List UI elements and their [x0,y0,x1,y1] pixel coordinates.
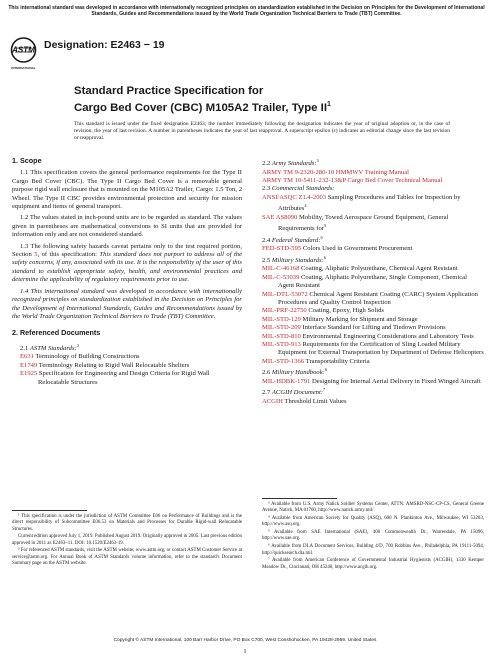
reference-item: SAE AS8090 Mobility, Towed Aerospace Ground Equipment, General Requirements for$^5$ [262,213,449,233]
reference-item: FED-STD-595 Colors Used in Government Procurement [262,245,413,253]
tbt-banner: This international standard was developed in accordance with internationally recognized principles on standardization established in the Decision on Principles for the Development of International Standards, Guides and Recommendations issued by the World Trade Organization Technical Barriers to Trade (TBT) Committee. [8,5,485,18]
designation: Designation: E2463 − 19 [44,39,165,51]
title-line-1: Standard Practice Specification for [74,85,264,97]
reference-item: E1749 Terminology Relating to Rigid Wall Relocatable Shelters [20,361,190,369]
army-standards-list [262,169,484,186]
reference-item: MIL-STD-913 Requirements for the Certification of Sling Loaded Military Equipment for External Transportation by Department of Defense Helicopters [262,341,484,357]
astm-logo-icon [10,36,37,76]
reference-item: ACGIH Threshold Limit Values [262,397,347,405]
reference-link[interactable]: MIL-C-53039 [262,273,300,281]
footnote: ⁶ Available from DLA Document Services, Building 4/D, 700 Robbins Ave., Philadelphia, PA 19111-5094, http://quicksearch.dla.mil. [262,544,484,556]
issued-note: This standard is issued under the fixed designation E2463; the number immediately following the designation indicates the year of original adoption or, in the case of revision, the year of last revision. A number in parentheses indicates the year of last reapproval. A superscript epsilon (ε) indicates an editorial change since the last revision or reapproval. [74,121,450,142]
federal-standards-list [262,245,484,253]
reference-link[interactable]: MIL-C-46168 [262,265,300,273]
army-standards-label: 2.2 Army Standards:$^3$ [262,158,319,168]
military-standards-label: 2.5 Military Standards:$^6$ [262,254,327,264]
reference-item: MIL-PRF-22750 Coating, Epoxy, High Solids [262,307,384,315]
reference-link[interactable]: MIL-STD-810 [262,332,301,340]
scope-1-2: 1.2 The values stated in inch-pound units are to be regarded as standard. The values given in parentheses are mathematical conversions to SI units that are provided for information only and are not considered standard. [12,214,242,239]
astm-standards-label: 2.1 ASTM Standards:$^2$ [20,342,79,352]
reference-link[interactable]: FED-STD-595 [262,245,302,253]
title-line-2: Cargo Bed Cover (CBC) M105A2 Trailer, Type II [74,102,327,114]
right-column [262,157,484,406]
reference-link[interactable]: ANSI/ASQC Z1.4-2003 [262,193,327,201]
reference-item: MIL-C-46168 Coating, Aliphatic Polyurethane, Chemical Agent Resistant [262,265,458,273]
scope-1-4: 1.4 This international standard was developed in accordance with internationally recognized principles on standardization established in the Decision on Principles for the Development of International Standards, Guides and Recommendations issued by the World Trade Organization Technical Barriers to Trade (TBT) Committee. [12,287,242,320]
scope-1-1: 1.1 This specification covers the general performance requirements for the Type II Cargo Bed Cover (CBC). The Type II Cargo Bed Cover is a removable general purpose rigid wall enclosure that is mounted on the M105A2 Trailer, Cargo: 1.5 Ton, 2 Wheel. The Type II CBC provides environmental protection and security for mission equipment and items of general transport. [12,169,242,211]
commercial-standards-label: 2.3 Commercial Standards: [262,185,335,193]
reference-link[interactable]: ACGIH [262,397,283,405]
commercial-standards-list [262,194,484,234]
military-standards-list [262,265,484,366]
reference-link[interactable]: MIL-STD-129 [262,315,301,323]
left-column [12,157,242,387]
acgih-document-label: 2.7 ACGIH Document:$^7$ [262,387,326,397]
footnote: ¹ This specification is under the jurisdiction of ASTM Committee E06 on Performance of Buildings and is the direct responsibility of Subcommittee E06.53 on Materials and Processes for Durable Rigid-wall Relocatable Structures. [12,514,242,532]
military-handbook-list [262,378,484,386]
footnote-rule-right [262,498,337,499]
reference-link[interactable]: ARMY TM 9-2320-280-10 HMMWV Training Manual [262,168,409,176]
reference-link[interactable]: ARMY TM 10-5411-232-13&P Cargo Bed Cover Technical Manual [262,177,443,184]
reference-link[interactable]: MIL-DTL-53072 [262,290,308,298]
reference-item: MIL-STD-209 Interface Standard for Lifting and Tiedown Provisions [262,324,446,332]
astm-logo [10,36,37,76]
section-5-link[interactable]: 5 [34,251,38,259]
document-title [74,85,419,115]
footnotes-right [262,502,484,572]
logo-text: ASTM [12,45,35,55]
refs-heading: 2. Referenced Documents [12,328,101,338]
logo-subtext: INTERNATIONAL [11,66,36,70]
footnote: ⁵ Available from SAE International (SAE), 400 Commonwealth Dr., Warrendale, PA 15096, http://www.sae.org. [262,530,484,542]
reference-item: MIL-STD-810 Environmental Engineering Considerations and Laboratory Tests [262,332,474,340]
reference-link[interactable]: MIL-HDBK-1791 [262,377,311,385]
reference-item: E631 Terminology of Building Constructions [20,353,140,361]
reference-link[interactable]: MIL-PRF-22750 [262,307,307,315]
federal-standard-label: 2.4 Federal Standard:$^6$ [262,234,323,244]
footnote-rule-left [12,510,87,511]
copyright-footer: Copyright © ASTM International, 100 Barr Harbor Drive, PO Box C700, West Conshohocken, PA 19428-2959. United States [113,638,377,643]
reference-item: ANSI/ASQC Z1.4-2003 Sampling Procedures and Tables for Inspection by Attributes$^4$ [262,193,461,213]
reference-link[interactable]: MIL-STD-1366 [262,357,305,365]
title-footnote-mark: 1 [326,101,331,109]
reference-link[interactable]: E1749 [20,361,38,369]
reference-item: E1925 Specification for Engineering and Design Criteria for Rigid Wall Relocatable Structures [20,370,210,386]
reference-link[interactable]: E631 [20,353,34,361]
reference-link[interactable]: E1925 [20,370,38,378]
reference-link[interactable]: MIL-STD-913 [262,341,301,349]
acgih-document-list [262,398,484,406]
footnote: Current edition approved July 1, 2019. Published August 2019. Originally approved in 2005. Last previous edition approved in 2011 as E2463–11. DOI: 10.1520/E2463-19. [12,534,242,546]
astm-standards-list [12,353,242,387]
reference-item: MIL-DTL-53072 Chemical Agent Resistant Coating (CARC) System Application Procedures and Quality Control Inspection [262,290,478,307]
reference-link[interactable]: SAE AS8090 [262,213,298,221]
footnotes-left [12,514,242,569]
footnote: ² For referenced ASTM standards, visit the ASTM website, www.astm.org, or contact ASTM Customer Service at service@astm.org. For Annual Book of ASTM Standards volume information, refer to the standard's Document Summary page on the ASTM website. [12,548,242,567]
reference-item: MIL-HDBK-1791 Designing for Internal Aerial Delivery in Fixed Winged Aircraft [262,377,481,385]
military-handbook-label: 2.6 Military Handbook:$^6$ [262,367,328,377]
reference-item: MIL-STD-129 Military Marking for Shipment and Storage [262,315,418,323]
footnote: ⁴ Available from American Society for Quality (ASQ), 600 N. Plankinton Ave., Milwaukee, WI 53203, http://www.asq.org. [262,516,484,528]
footnote: ⁷ Available from American Conference of Governmental Industrial Hygienists (ACGIH), 1330 Kemper Meadow Dr., Cincinnati, OH 45240, http://www.acgih.org. [262,558,484,570]
reference-link[interactable]: MIL-STD-209 [262,324,301,332]
scope-1-3: 1.3 The following safety hazards caveat pertains only to the test required portion, Section 5, of this specification: This standard does not purport to address all of the safety concerns, if any, associated with its use. It is the responsibility of the user of this standard to establish appropriate safety, health, and environmental practices and determine the applicability of regulatory requirements prior to use. [12,242,243,284]
footnote: ³ Available from U.S. Army Natick Soldier Systems Center, ATTN: AMSRD-NSC-CP-CS, General Greene Avenue, Natick, MA 01760, http://www.natick.army.mil/. [262,502,484,514]
scope-heading: 1. Scope [12,156,42,165]
reference-item: MIL-C-53039 Coating, Aliphatic Polyurethane, Single Component, Chemical Agent Resistant [262,273,467,290]
reference-item: MIL-STD-1366 Transportability Criteria [262,357,370,365]
page-number: 1 [243,648,247,655]
